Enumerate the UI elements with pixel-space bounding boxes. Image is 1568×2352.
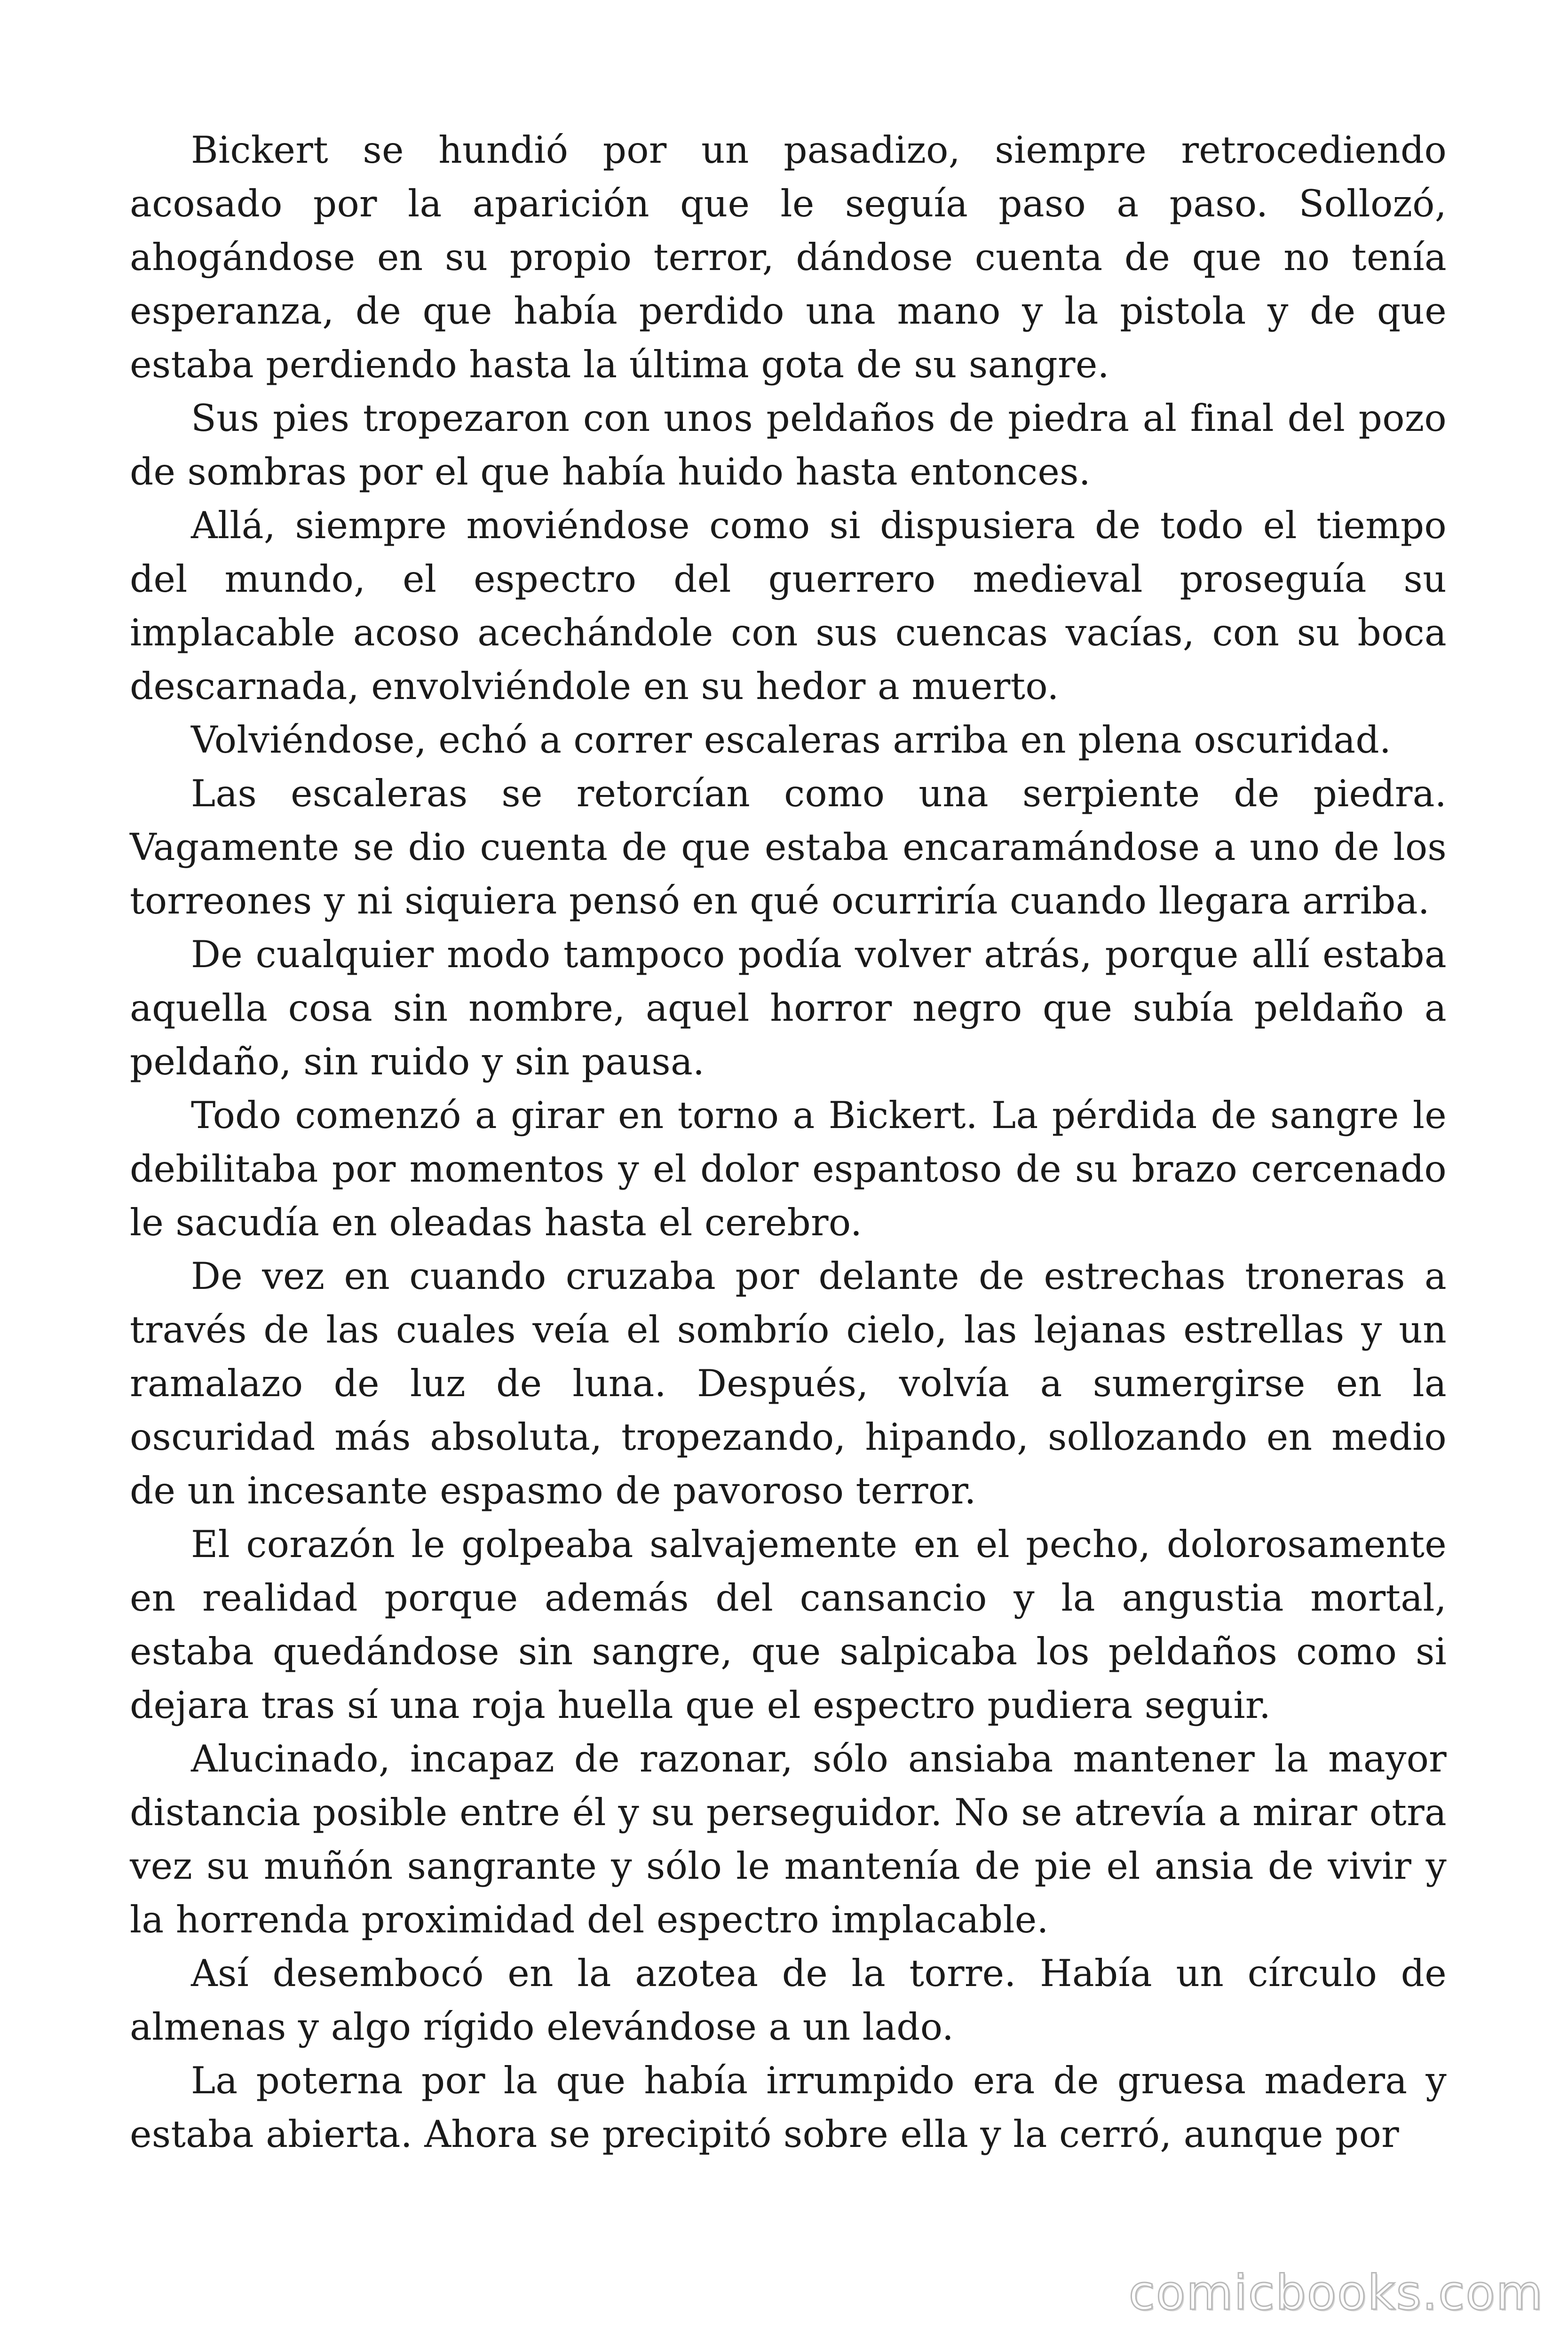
paragraph: La poterna por la que había irrumpido era de gruesa madera y estaba abierta. Ahora se precipitó sobre ella y la cerró, aunque por [130,2059,1447,2156]
paragraph: Todo comenzó a girar en torno a Bickert. La pérdida de sangre le debilitaba por momentos y el dolor espantoso de su brazo cercenado le sacudía en oleadas hasta el cerebro. [130,1094,1447,1244]
watermark: comicbooks.com [1128,2265,1544,2321]
paragraph: De cualquier modo tampoco podía volver atrás, porque allí estaba aquella cosa sin nombre, aquel horror negro que subía peldaño a peldaño, sin ruido y sin pausa. [130,933,1447,1083]
paragraph: De vez en cuando cruzaba por delante de estrechas troneras a través de las cuales veía el sombrío cielo, las lejanas estrellas y un ramalazo de luz de luna. Después, volvía a sumergirse en la oscuridad más absoluta, tropezando, hipando, sollozando en medio de un incesante espasmo de pavoroso terror. [130,1255,1447,1512]
paragraph: Sus pies tropezaron con unos peldaños de piedra al final del pozo de sombras por el que había huido hasta entonces. [130,397,1447,493]
paragraph: El corazón le golpeaba salvajemente en el pecho, dolorosamente en realidad porque además del cansancio y la angustia mortal, estaba quedándose sin sangre, que salpicaba los peldaños como si dejara tras sí una roja huella que el espectro pudiera seguir. [130,1523,1447,1727]
paragraph: Allá, siempre moviéndose como si dispusiera de todo el tiempo del mundo, el espectro del guerrero medieval proseguía su implacable acoso acechándole con sus cuencas vacías, con su boca descarnada, envolviéndole en su hedor a muerto. [130,504,1447,708]
paragraph: Alucinado, incapaz de razonar, sólo ansiaba mantener la mayor distancia posible entre él y su perseguidor. No se atrevía a mirar otra vez su muñón sangrante y sólo le mantenía de pie el ansia de vivir y la horrenda proximidad del espectro implacable. [130,1737,1447,1941]
paragraph: Las escaleras se retorcían como una serpiente de piedra. Vagamente se dio cuenta de que estaba encaramándose a uno de los torreones y ni siquiera pensó en qué ocurriría cuando llegara arriba. [130,772,1447,922]
paragraph: Volviéndose, echó a correr escaleras arriba en plena oscuridad. [191,718,1392,762]
paragraph: Bickert se hundió por un pasadizo, siempre retrocediendo acosado por la aparición que le seguía paso a paso. Sollozó, ahogándose en su propio terror, dándose cuenta de que no tenía esperanza, de que había perdido una mano y la pistola y de que estaba perdiendo hasta la última gota de su sangre. [130,128,1447,386]
paragraph: Así desembocó en la azotea de la torre. Había un círculo de almenas y algo rígido elevándose a un lado. [130,1952,1447,2049]
page-body-text [130,123,1447,2161]
